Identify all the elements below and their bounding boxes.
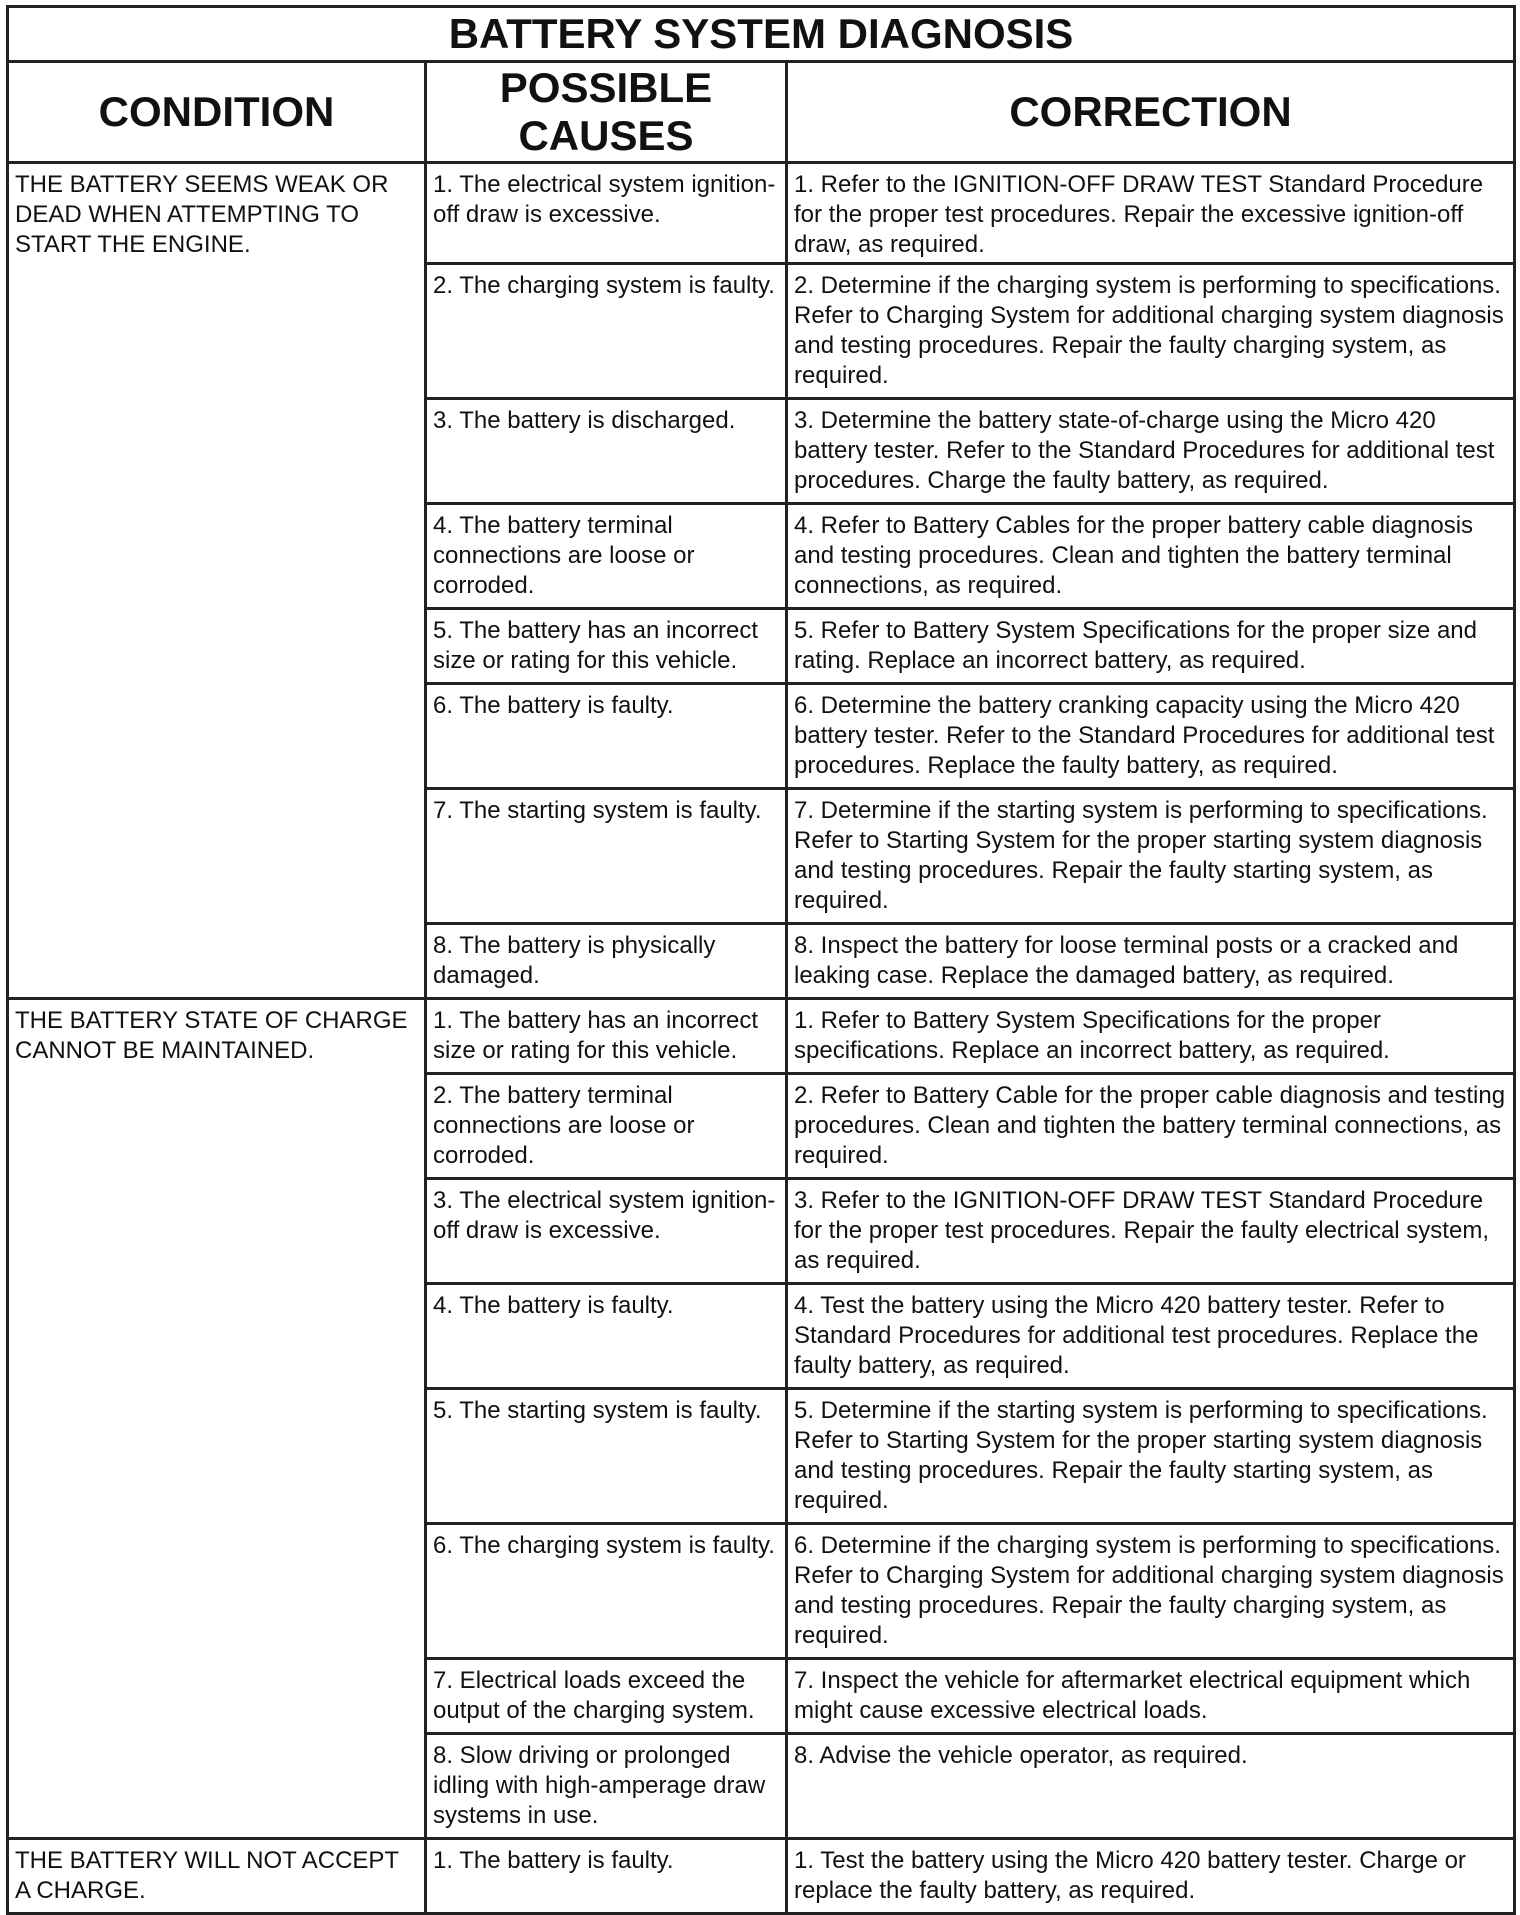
header-condition: CONDITION [8, 62, 426, 163]
cause-cell: 3. The electrical system ignition-off draw is excessive. [426, 1179, 787, 1284]
table-title: BATTERY SYSTEM DIAGNOSIS [8, 7, 1515, 62]
cause-cell: 5. The battery has an incorrect size or rating for this vehicle. [426, 609, 787, 684]
cause-cell: 1. The battery is faulty. [426, 1839, 787, 1914]
cause-cell: 8. Slow driving or prolonged idling with high-amperage draw systems in use. [426, 1734, 787, 1839]
header-causes-line1: POSSIBLE [499, 64, 713, 111]
correction-cell: 8. Advise the vehicle operator, as required. [787, 1734, 1515, 1839]
correction-cell: 1. Refer to the IGNITION-OFF DRAW TEST Standard Procedure for the proper test procedures. Repair the excessive ignition-off draw, as required. [787, 163, 1515, 264]
table-row [8, 999, 1515, 1074]
correction-cell: 7. Inspect the vehicle for aftermarket electrical equipment which might cause excessive electrical loads. [787, 1659, 1515, 1734]
correction-cell: 2. Determine if the charging system is performing to specifications. Refer to Charging System for additional charging system diagnosis and testing procedures. Repair the faulty charging system, as required. [787, 264, 1515, 399]
correction-cell: 3. Refer to the IGNITION-OFF DRAW TEST Standard Procedure for the proper test procedures. Repair the faulty electrical system, as required. [787, 1179, 1515, 1284]
cause-cell: 2. The battery terminal connections are loose or corroded. [426, 1074, 787, 1179]
condition-cell: THE BATTERY SEEMS WEAK OR DEAD WHEN ATTEMPTING TO START THE ENGINE. [8, 163, 426, 999]
header-causes-line2: CAUSES [518, 112, 694, 159]
cause-cell: 1. The battery has an incorrect size or rating for this vehicle. [426, 999, 787, 1074]
cause-cell: 6. The battery is faulty. [426, 684, 787, 789]
correction-cell: 1. Test the battery using the Micro 420 battery tester. Charge or replace the faulty battery, as required. [787, 1839, 1515, 1914]
cause-cell: 5. The starting system is faulty. [426, 1389, 787, 1524]
cause-cell: 1. The electrical system ignition-off draw is excessive. [426, 163, 787, 264]
header-possible-causes [426, 62, 787, 163]
cause-cell: 6. The charging system is faulty. [426, 1524, 787, 1659]
correction-cell: 6. Determine if the charging system is performing to specifications. Refer to Charging System for additional charging system diagnosis and testing procedures. Repair the faulty charging system, as required. [787, 1524, 1515, 1659]
correction-cell: 2. Refer to Battery Cable for the proper cable diagnosis and testing procedures. Clean and tighten the battery terminal connections, as required. [787, 1074, 1515, 1179]
correction-cell: 5. Refer to Battery System Specifications for the proper size and rating. Replace an incorrect battery, as required. [787, 609, 1515, 684]
condition-cell: THE BATTERY STATE OF CHARGE CANNOT BE MAINTAINED. [8, 999, 426, 1839]
correction-cell: 5. Determine if the starting system is performing to specifications. Refer to Starting System for the proper starting system diagnosis and testing procedures. Repair the faulty starting system, as required. [787, 1389, 1515, 1524]
table-row [8, 163, 1515, 264]
correction-cell: 6. Determine the battery cranking capacity using the Micro 420 battery tester. Refer to the Standard Procedures for additional test procedures. Replace the faulty battery, as required. [787, 684, 1515, 789]
correction-cell: 4. Test the battery using the Micro 420 battery tester. Refer to Standard Procedures for additional test procedures. Replace the faulty battery, as required. [787, 1284, 1515, 1389]
header-correction: CORRECTION [787, 62, 1515, 163]
correction-cell: 8. Inspect the battery for loose terminal posts or a cracked and leaking case. Replace the damaged battery, as required. [787, 924, 1515, 999]
condition-cell: THE BATTERY WILL NOT ACCEPT A CHARGE. [8, 1839, 426, 1914]
correction-cell: 1. Refer to Battery System Specifications for the proper specifications. Replace an incorrect battery, as required. [787, 999, 1515, 1074]
correction-cell: 3. Determine the battery state-of-charge using the Micro 420 battery tester. Refer to the Standard Procedures for additional test procedures. Charge the faulty battery, as required. [787, 399, 1515, 504]
cause-cell: 7. Electrical loads exceed the output of the charging system. [426, 1659, 787, 1734]
cause-cell: 3. The battery is discharged. [426, 399, 787, 504]
cause-cell: 8. The battery is physically damaged. [426, 924, 787, 999]
cause-cell: 4. The battery is faulty. [426, 1284, 787, 1389]
correction-cell: 4. Refer to Battery Cables for the proper battery cable diagnosis and testing procedures. Clean and tighten the battery terminal connections, as required. [787, 504, 1515, 609]
cause-cell: 4. The battery terminal connections are loose or corroded. [426, 504, 787, 609]
cause-cell: 2. The charging system is faulty. [426, 264, 787, 399]
correction-cell: 7. Determine if the starting system is performing to specifications. Refer to Starting System for the proper starting system diagnosis and testing procedures. Repair the faulty starting system, as required. [787, 789, 1515, 924]
diagnosis-table [6, 5, 1516, 1915]
cause-cell: 7. The starting system is faulty. [426, 789, 787, 924]
table-row [8, 1839, 1515, 1914]
